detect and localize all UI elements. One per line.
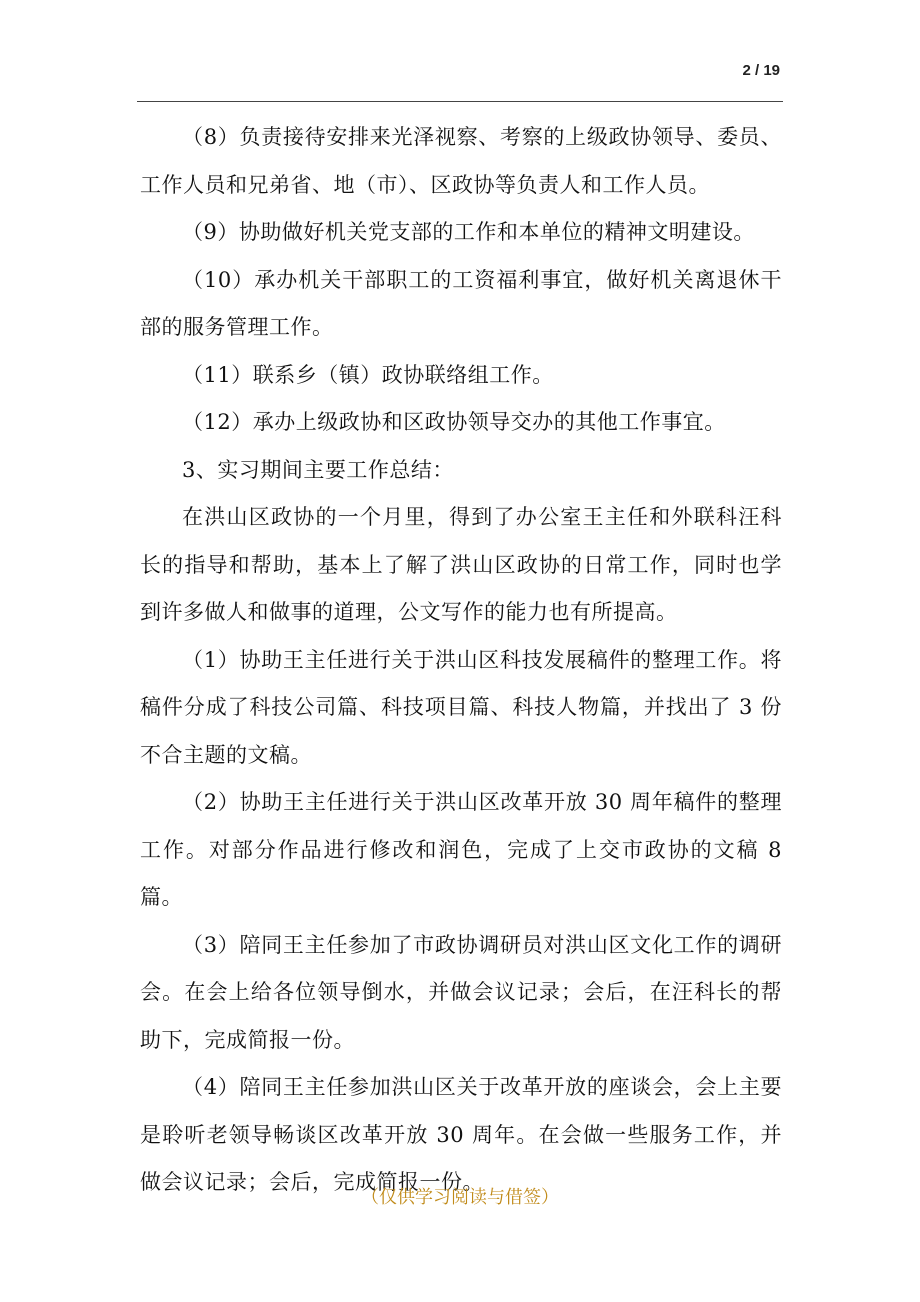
header-divider [137, 101, 783, 102]
document-body [140, 114, 782, 1207]
section-heading: 3、实习期间主要工作总结： [182, 457, 454, 482]
footer-note: （仅供学习阅读与借签） [361, 1187, 559, 1208]
summary-item-1: （1）协助王主任进行关于洪山区科技发展稿件的整理工作。将稿件分成了科技公司篇、科技项目篇、科技人物篇，并找出了 3 份不合主题的文稿。 [140, 647, 782, 767]
paragraph-item-8: （8）负责接待安排来光泽视察、考察的上级政协领导、委员、工作人员和兄弟省、地（市）、区政协等负责人和工作人员。 [140, 125, 782, 197]
summary-intro: 在洪山区政协的一个月里，得到了办公室王主任和外联科汪科长的指导和帮助，基本上了解了洪山区政协的日常工作，同时也学到许多做人和做事的道理，公文写作的能力也有所提高。 [140, 505, 782, 624]
paragraph-item-12: （12）承办上级政协和区政协领导交办的其他工作事宜。 [182, 410, 726, 434]
summary-item-2: （2）协助王主任进行关于洪山区改革开放 30 周年稿件的整理工作。对部分作品进行修改和润色，完成了上交市政协的文稿 8 篇。 [140, 790, 782, 909]
page-number: 2 / 19 [742, 62, 780, 79]
paragraph-item-11: （11）联系乡（镇）政协联络组工作。 [182, 362, 554, 387]
summary-item-4: （4）陪同王主任参加洪山区关于改革开放的座谈会，会上主要是聆听老领导畅谈区改革开放 30 周年。在会做一些服务工作，并做会议记录；会后，完成简报一份。 [140, 1075, 782, 1194]
paragraph-item-10: （10）承办机关干部职工的工资福利事宜，做好机关离退休干部的服务管理工作。 [140, 267, 782, 339]
summary-item-3: （3）陪同王主任参加了市政协调研员对洪山区文化工作的调研会。在会上给各位领导倒水，并做会议记录；会后，在汪科长的帮助下，完成简报一份。 [140, 932, 782, 1052]
paragraph-item-9: （9）协助做好机关党支部的工作和本单位的精神文明建设。 [182, 220, 755, 244]
